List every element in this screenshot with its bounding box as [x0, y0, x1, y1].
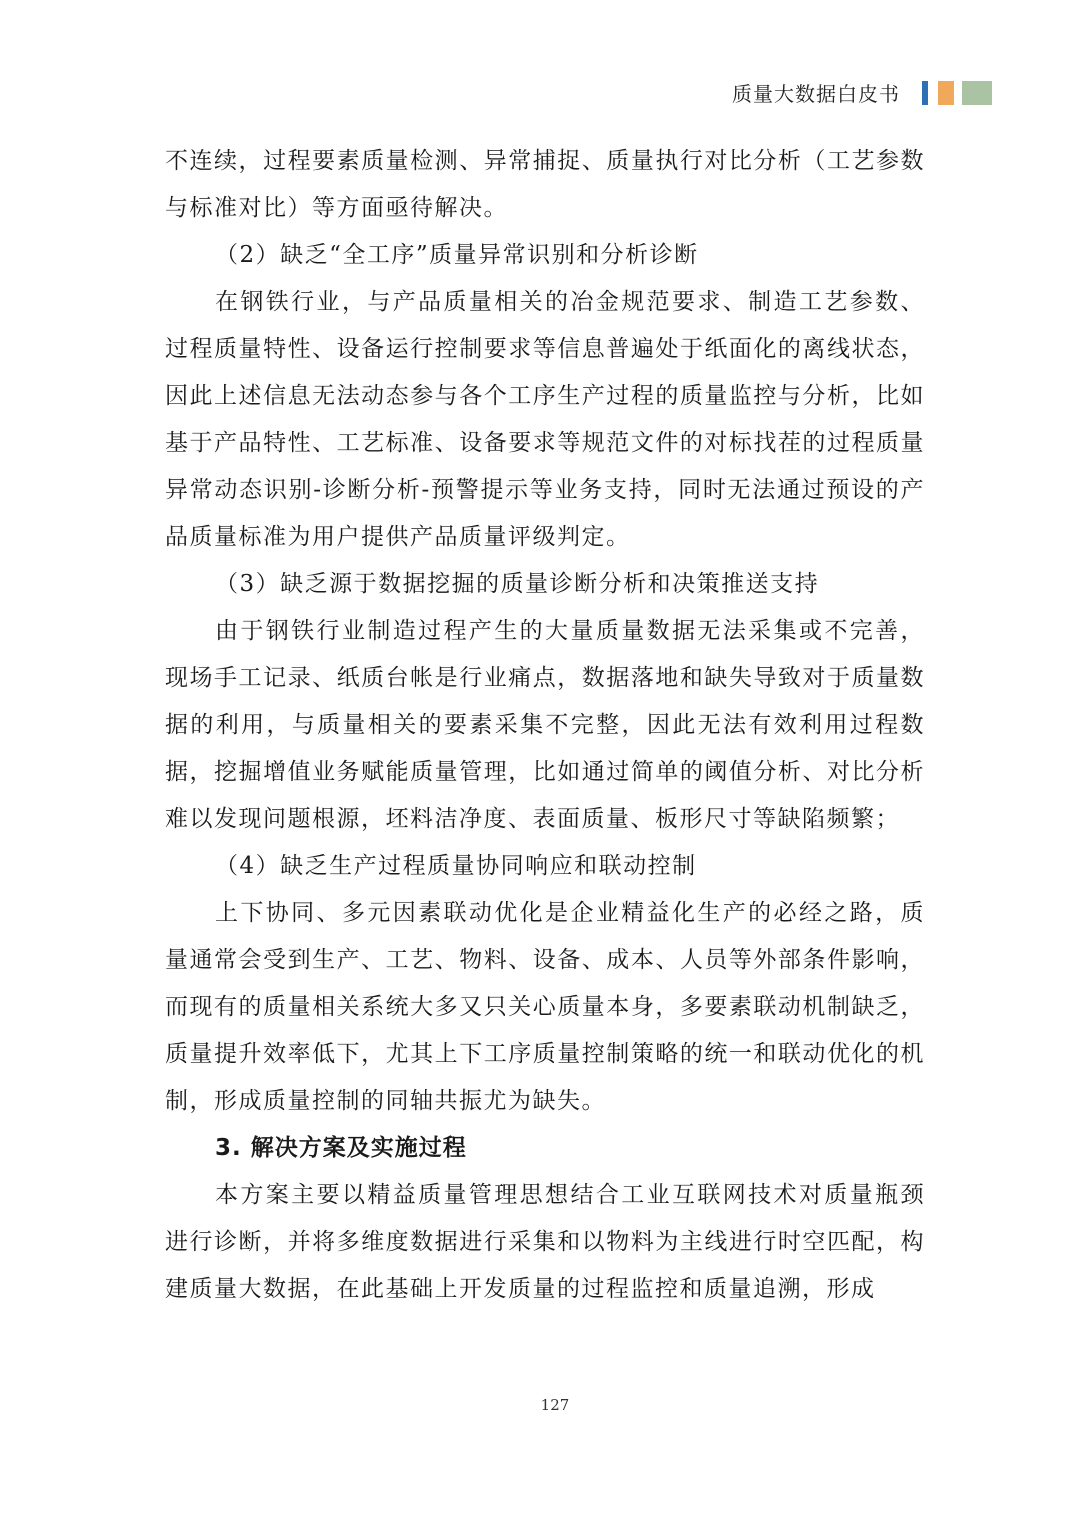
page-number: 127	[540, 1396, 570, 1414]
paragraph: 在钢铁行业，与产品质量相关的冶金规范要求、制造工艺参数、过程质量特性、设备运行控制要求等信息普遍处于纸面化的离线状态，因此上述信息无法动态参与各个工序生产过程的质量监控与分析，比如基于产品特性、工艺标准、设备要求等规范文件的对标找茬的过程质量异常动态识别-诊断分析-预警提示等业务支持，同时无法通过预设的产品质量标准为用户提供产品质量评级判定。	[165, 289, 925, 550]
paragraph: 本方案主要以精益质量管理思想结合工业互联网技术对质量瓶颈进行诊断，并将多维度数据进行采集和以物料为主线进行时空匹配，构建质量大数据，在此基础上开发质量的过程监控和质量追溯，形成	[165, 1182, 925, 1302]
paragraph: 上下协同、多元因素联动优化是企业精益化生产的必经之路，质量通常会受到生产、工艺、物料、设备、成本、人员等外部条件影响，而现有的质量相关系统大多又只关心质量本身，多要素联动机制缺乏，质量提升效率低下，尤其上下工序质量控制策略的统一和联动优化的机制，形成质量控制的同轴共振尤为缺失。	[165, 900, 925, 1114]
page-header	[732, 78, 992, 107]
subheading-4: （4）缺乏生产过程质量协同响应和联动控制	[215, 853, 697, 879]
page-body	[165, 138, 925, 1313]
header-accent-bar-green	[962, 81, 992, 105]
paragraph: 由于钢铁行业制造过程产生的大量质量数据无法采集或不完善，现场手工记录、纸质台帐是行业痛点，数据落地和缺失导致对于质量数据的利用，与质量相关的要素采集不完整，因此无法有效利用过程数据，挖掘增值业务赋能质量管理，比如通过简单的阈值分析、对比分析难以发现问题根源，坯料洁净度、表面质量、板形尺寸等缺陷频繁；	[165, 618, 925, 832]
header-accent-bar-orange	[938, 81, 954, 105]
paragraph-continuation: 不连续，过程要素质量检测、异常捕捉、质量执行对比分析（工艺参数与标准对比）等方面亟待解决。	[165, 148, 925, 221]
section-heading: 3. 解决方案及实施过程	[215, 1135, 467, 1161]
header-accent-bar-blue	[922, 81, 928, 105]
subheading-2: （2）缺乏“全工序”质量异常识别和分析诊断	[215, 242, 699, 268]
subheading-3: （3）缺乏源于数据挖掘的质量诊断分析和决策推送支持	[215, 571, 820, 597]
header-title: 质量大数据白皮书	[732, 82, 900, 106]
